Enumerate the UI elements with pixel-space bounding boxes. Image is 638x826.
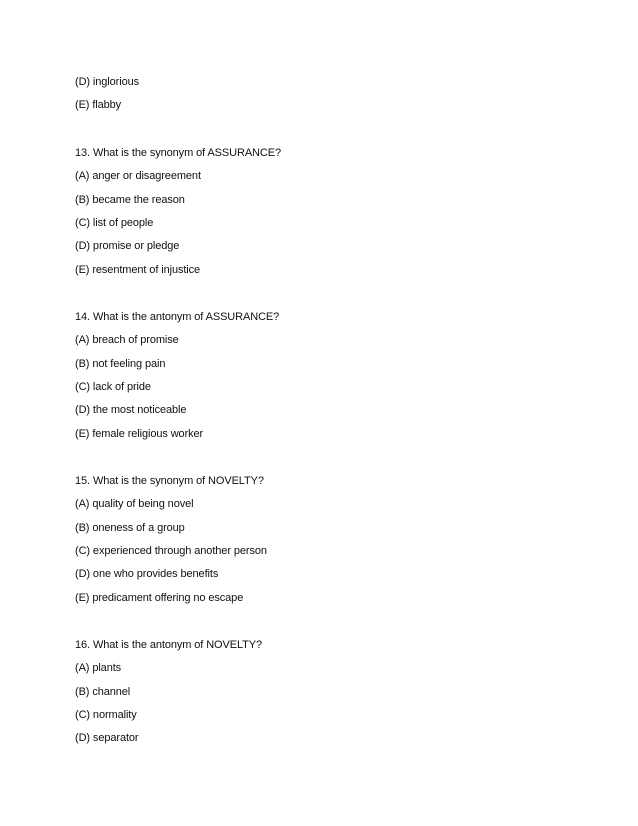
option-line: (D) separator (75, 732, 139, 744)
option-line: (E) female religious worker (75, 428, 204, 440)
option-line: (D) promise or pledge (75, 240, 180, 252)
option-line: (C) experienced through another person (75, 545, 267, 557)
option-line: (A) quality of being novel (75, 498, 194, 510)
option-line: (A) plants (75, 662, 122, 674)
question-heading: 13. What is the synonym of ASSURANCE? (75, 147, 281, 159)
option-line: (B) not feeling pain (75, 358, 166, 370)
option-line: (D) the most noticeable (75, 404, 187, 416)
option-line: (D) one who provides benefits (75, 568, 219, 580)
option-line: (A) breach of promise (75, 334, 179, 346)
option-line: (C) lack of pride (75, 381, 151, 393)
question-heading: 15. What is the synonym of NOVELTY? (75, 475, 264, 487)
option-line: (A) anger or disagreement (75, 170, 201, 182)
option-line: (E) flabby (75, 99, 122, 111)
option-line: (D) inglorious (75, 76, 140, 88)
option-line: (B) became the reason (75, 194, 185, 206)
option-line: (B) oneness of a group (75, 522, 185, 534)
option-line: (E) resentment of injustice (75, 264, 201, 276)
option-line: (E) predicament offering no escape (75, 592, 244, 604)
option-line: (C) normality (75, 709, 137, 721)
option-line: (C) list of people (75, 217, 154, 229)
question-heading: 16. What is the antonym of NOVELTY? (75, 639, 263, 651)
option-line: (B) channel (75, 686, 131, 698)
question-heading: 14. What is the antonym of ASSURANCE? (75, 311, 280, 323)
